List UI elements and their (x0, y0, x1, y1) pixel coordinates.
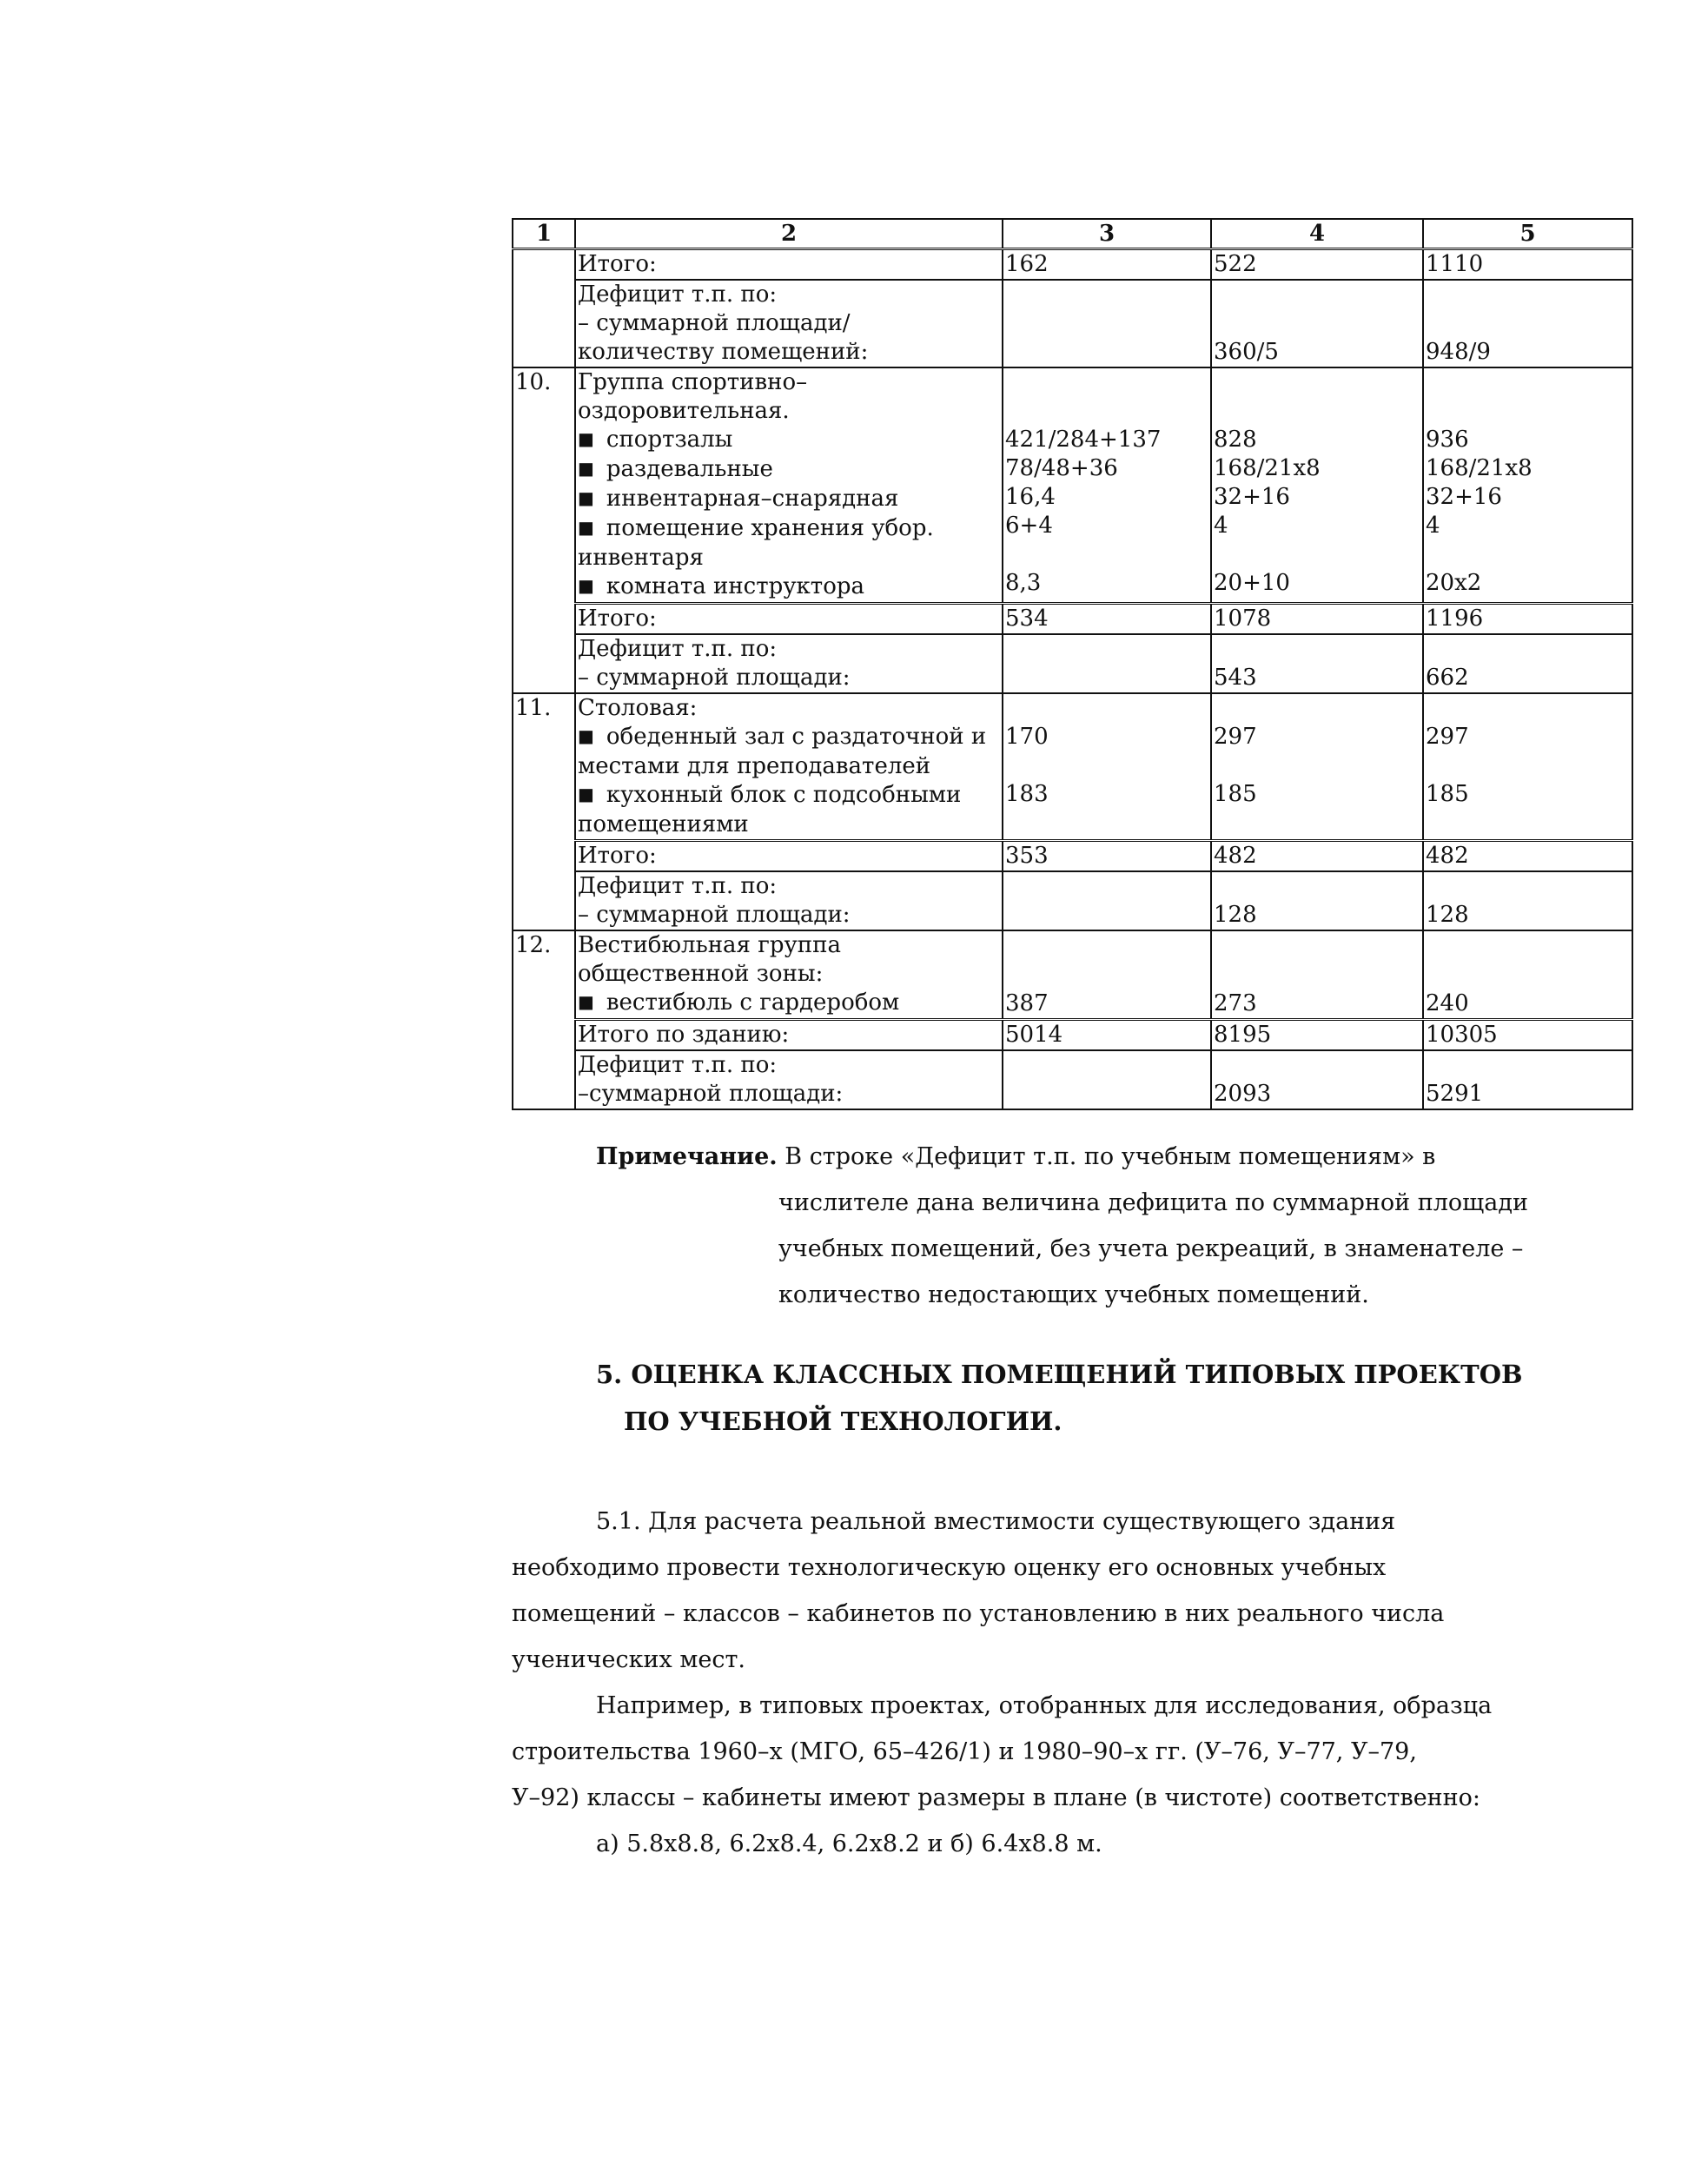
value: 4 (1214, 513, 1228, 539)
row-label: Итого: (575, 604, 1003, 635)
header-col-2: 2 (575, 219, 1003, 249)
cell-col-4: 482 (1211, 841, 1423, 872)
list-item: ■ помещение хранения убор. (578, 514, 1000, 544)
num-cell (513, 1050, 575, 1109)
paragraph-line: помещений – классов – кабинетов по установлению в них реального числа (512, 1600, 1445, 1627)
cell-col-3 (1003, 280, 1211, 367)
deficit-label: Дефицит т.п. по: (578, 873, 778, 899)
group-title: Группа спортивно– (578, 369, 808, 395)
value: 183 (1005, 781, 1049, 807)
cell-col-4 (1211, 367, 1423, 604)
cell-col-3: 162 (1003, 249, 1211, 281)
body-text (512, 1499, 1572, 1867)
cell-col-4: 273 (1211, 930, 1423, 1020)
cell-col-3 (1003, 871, 1211, 930)
table-row (513, 693, 1632, 841)
value: 297 (1426, 724, 1469, 750)
note-text: числителе дана величина дефицита по суммарной площади (778, 1189, 1528, 1216)
paragraph-line: строительства 1960–х (МГО, 65–426/1) и 1980–90–х гг. (У–76, У–77, У–79, (512, 1738, 1417, 1765)
note-text: учебных помещений, без учета рекреаций, в знаменателе – (778, 1235, 1524, 1262)
note-text: количество недостающих учебных помещений. (778, 1281, 1369, 1308)
cell-col-5: 10305 (1423, 1020, 1632, 1051)
deficit-sub-label: – суммарной площади: (578, 902, 851, 928)
value: 185 (1214, 781, 1257, 807)
cell-col-4: 543 (1211, 634, 1423, 693)
group-number: 11. (513, 693, 575, 841)
paragraph-line: У–92) классы – кабинеты имеют размеры в плане (в чистоте) соответственно: (512, 1784, 1481, 1811)
cell-col-5: 1196 (1423, 604, 1632, 635)
heading-line: 5. ОЦЕНКА КЛАССНЫХ ПОМЕЩЕНИЙ ТИПОВЫХ ПРОЕКТОВ (596, 1360, 1523, 1389)
value: 185 (1426, 781, 1469, 807)
cell-col-4: 2093 (1211, 1050, 1423, 1109)
list-item: ■ кухонный блок с подсобными (578, 781, 1000, 811)
value: 6+4 (1005, 513, 1053, 539)
cell-col-4: 522 (1211, 249, 1423, 281)
deficit-sub-label: –суммарной площади: (578, 1081, 844, 1107)
cell-col-3 (1003, 693, 1211, 841)
header-col-3: 3 (1003, 219, 1211, 249)
list-item: ■ вестибюль с гардеробом (578, 989, 1000, 1018)
value: 32+16 (1214, 484, 1290, 510)
cell-col-5 (1423, 693, 1632, 841)
row-label (575, 693, 1003, 841)
section-heading (596, 1351, 1595, 1445)
cell-col-4: 8195 (1211, 1020, 1423, 1051)
group-title: Вестибюльная группа (578, 932, 841, 958)
deficit-label: Дефицит т.п. по: (578, 281, 778, 308)
num-cell (513, 841, 575, 872)
group-number: 10. (513, 367, 575, 604)
list-item-cont: помещениями (578, 811, 749, 837)
cell-col-3: 534 (1003, 604, 1211, 635)
value: 421/284+137 (1005, 427, 1162, 453)
header-col-5: 5 (1423, 219, 1632, 249)
value: 8,3 (1005, 570, 1042, 596)
table-row (513, 1020, 1632, 1051)
row-label: Итого: (575, 249, 1003, 281)
deficit-label: Дефицит т.п. по: (578, 1052, 778, 1078)
table-note (596, 1134, 1621, 1318)
num-cell (513, 604, 575, 635)
value: 297 (1214, 724, 1257, 750)
header-col-1: 1 (513, 219, 575, 249)
num-cell (513, 634, 575, 693)
paragraph (512, 1683, 1572, 1867)
header-col-4: 4 (1211, 219, 1423, 249)
cell-col-4: 360/5 (1211, 280, 1423, 367)
cell-col-5 (1423, 367, 1632, 604)
num-cell (513, 1020, 575, 1051)
table-row (513, 604, 1632, 635)
list-item-cont: инвентаря (578, 545, 704, 571)
note-first-line (596, 1143, 1435, 1170)
table-row (513, 930, 1632, 1020)
row-label (575, 871, 1003, 930)
list-item: ■ инвентарная–снарядная (578, 485, 1000, 514)
cell-col-5: 482 (1423, 841, 1632, 872)
table-row (513, 1050, 1632, 1109)
row-label (575, 280, 1003, 367)
note-label: Примечание. (596, 1143, 778, 1170)
list-item: ■ комната инструктора (578, 573, 1000, 602)
cell-col-3: 353 (1003, 841, 1211, 872)
deficit-label: Дефицит т.п. по: (578, 636, 778, 662)
value: 16,4 (1005, 484, 1056, 510)
cell-col-5: 128 (1423, 871, 1632, 930)
list-item: ■ раздевальные (578, 455, 1000, 485)
cell-col-3 (1003, 367, 1211, 604)
list-item: ■ обеденный зал с раздаточной и (578, 723, 1000, 752)
cell-col-4: 128 (1211, 871, 1423, 930)
value: 20x2 (1426, 570, 1482, 596)
row-label: Итого по зданию: (575, 1020, 1003, 1051)
num-cell (513, 871, 575, 930)
value: 168/21x8 (1214, 455, 1321, 481)
list-item-cont: местами для преподавателей (578, 753, 931, 779)
heading-line: ПО УЧЕБНОЙ ТЕХНОЛОГИИ. (624, 1407, 1063, 1436)
value: 78/48+36 (1005, 455, 1118, 481)
table-header-row (513, 219, 1632, 249)
cell-col-3: 5014 (1003, 1020, 1211, 1051)
table-row (513, 249, 1632, 281)
value: 936 (1426, 427, 1469, 453)
value: 32+16 (1426, 484, 1502, 510)
deficit-sub-label: количеству помещений: (578, 339, 869, 365)
cell-col-3: 387 (1003, 930, 1211, 1020)
num-cell (513, 280, 575, 367)
table-row (513, 841, 1632, 872)
group-number: 12. (513, 930, 575, 1020)
cell-col-4: 1078 (1211, 604, 1423, 635)
value: 170 (1005, 724, 1049, 750)
cell-col-5: 1110 (1423, 249, 1632, 281)
row-label (575, 367, 1003, 604)
value: 20+10 (1214, 570, 1290, 596)
table-row (513, 280, 1632, 367)
value: 168/21x8 (1426, 455, 1533, 481)
group-title: общественной зоны: (578, 961, 824, 987)
paragraph-line: а) 5.8x8.8, 6.2x8.4, 6.2x8.2 и б) 6.4x8.8 м. (596, 1830, 1102, 1857)
cell-col-5: 5291 (1423, 1050, 1632, 1109)
list-item: ■ спортзалы (578, 426, 1000, 455)
deficit-sub-label: – суммарной площади/ (578, 310, 851, 336)
cell-col-5: 240 (1423, 930, 1632, 1020)
deficit-sub-label: – суммарной площади: (578, 665, 851, 691)
group-title: оздоровительная. (578, 398, 790, 424)
table-row (513, 367, 1632, 604)
paragraph (512, 1499, 1572, 1683)
cell-col-4 (1211, 693, 1423, 841)
cell-col-5: 948/9 (1423, 280, 1632, 367)
row-label (575, 930, 1003, 1020)
row-label (575, 634, 1003, 693)
cell-col-3 (1003, 634, 1211, 693)
row-label: Итого: (575, 841, 1003, 872)
table-row (513, 871, 1632, 930)
value: 4 (1426, 513, 1440, 539)
paragraph-line: Например, в типовых проектах, отобранных для исследования, образца (596, 1692, 1493, 1719)
cell-col-5: 662 (1423, 634, 1632, 693)
table-row (513, 634, 1632, 693)
group-title: Столовая: (578, 695, 698, 721)
paragraph-line: ученических мест. (512, 1646, 745, 1673)
paragraph-line: необходимо провести технологическую оценку его основных учебных (512, 1554, 1387, 1581)
paragraph-line: 5.1. Для расчета реальной вместимости существующего здания (596, 1508, 1396, 1535)
data-table (512, 218, 1633, 1110)
row-label (575, 1050, 1003, 1109)
num-cell (513, 249, 575, 281)
cell-col-3 (1003, 1050, 1211, 1109)
value: 828 (1214, 427, 1257, 453)
note-text: В строке «Дефицит т.п. по учебным помещениям» в (784, 1143, 1436, 1170)
